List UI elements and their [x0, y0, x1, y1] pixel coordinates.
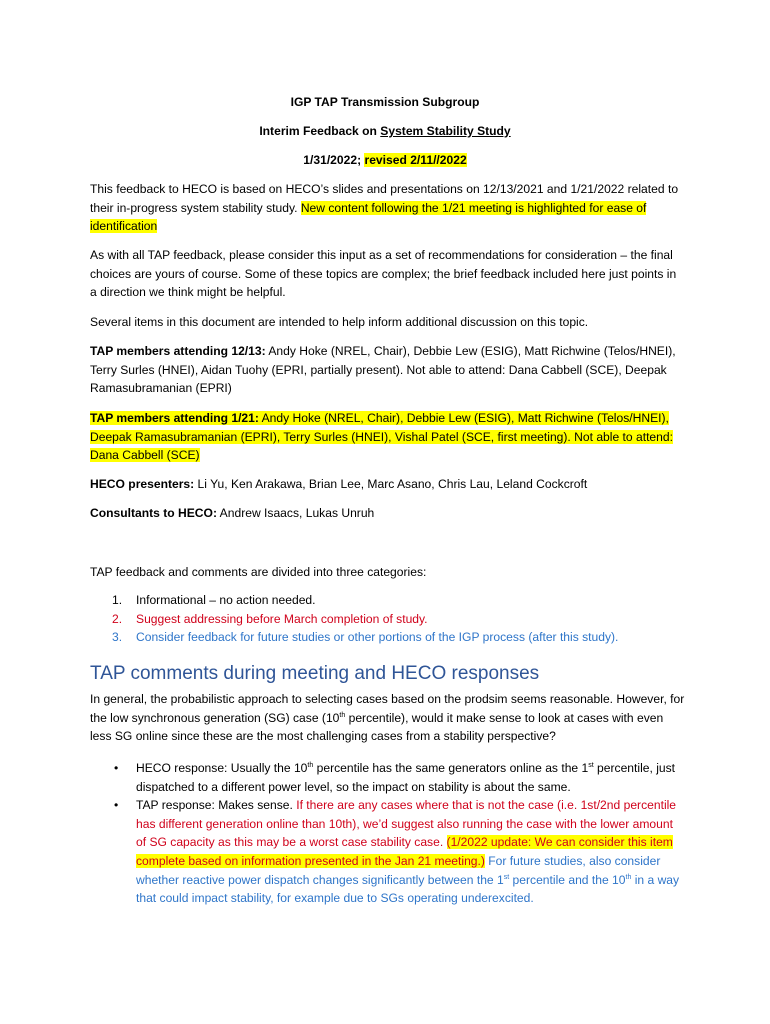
- general-paragraph: In general, the probabilistic approach to selecting cases based on the prodsim seems reasonable. However, for the low synchronous generation (SG) case (10th percentile), would it make sense to look at cases with even less SG online since these are the most challenging cases from a stability perspective?: [90, 692, 685, 744]
- document-subtitle: Interim Feedback on System Stability Study: [259, 124, 511, 138]
- consultants-paragraph: Consultants to HECO: Andrew Isaacs, Lukas Unruh: [90, 506, 375, 520]
- responses-list: [90, 759, 686, 908]
- document-title: IGP TAP Transmission Subgroup: [290, 95, 480, 109]
- intro-paragraph: This feedback to HECO is based on HECO’s slides and presentations on 12/13/2021 and 1/21/2022 related to their in-progress system stability study. New content following the 1/21 meeting is highlighted for ease of identification: [90, 182, 679, 234]
- categories-list: [90, 591, 690, 647]
- categories-intro: TAP feedback and comments are divided into three categories:: [90, 565, 427, 579]
- list-item: • TAP response: Makes sense. If there are any cases where that is not the case (i.e. 1st/2nd percentile has different generation online than 10th), we’d suggest also running the case with the lower amount of SG capacity as this may be a worst case stability case. (1/2022 update: We can consider this item complete based on information presented in the Jan 21 meeting.) For future studies, also consider whether reactive power dispatch changes significantly between the 1st percentile and the 10th in a way that could impact stability, for example due to SGs operating underexcited.: [114, 798, 680, 906]
- document-date: 1/31/2022; revised 2/11//2022: [303, 153, 467, 167]
- presenters-paragraph: HECO presenters: Li Yu, Ken Arakawa, Brian Lee, Marc Asano, Chris Lau, Leland Cockcroft: [90, 477, 588, 491]
- bullet: •: [114, 798, 119, 813]
- update-highlight: (1/2022 update: We can consider this item complete based on information presented in the Jan 21 meeting.): [136, 835, 673, 868]
- list-item: 3. Consider feedback for future studies or other portions of the IGP process (after this study).: [112, 630, 619, 645]
- members-1213-paragraph: TAP members attending 12/13: Andy Hoke (NREL, Chair), Debbie Lew (ESIG), Matt Richwine (Telos/HNEI), Terry Surles (HNEI), Aidan Tuohy (EPRI, partially present). Not able to attend: Dana Cabbell (SCE), Deepak Ramasubramanian (EPRI): [90, 344, 676, 396]
- bullet: •: [114, 761, 119, 775]
- section-heading: TAP comments during meeting and HECO responses: [90, 663, 540, 684]
- subtitle-link: System Stability Study: [380, 124, 511, 138]
- discussion-paragraph: Several items in this document are intended to help inform additional discussion on this topic.: [90, 315, 589, 329]
- list-item: 2. Suggest addressing before March completion of study.: [112, 611, 428, 626]
- list-item: 1. Informational – no action needed.: [112, 593, 316, 607]
- list-item: • HECO response: Usually the 10th percentile has the same generators online as the 1st percentile, just dispatched to a different power level, so the impact on stability is about the same.: [114, 761, 676, 794]
- members-121-paragraph: TAP members attending 1/21: Andy Hoke (NREL, Chair), Debbie Lew (ESIG), Matt Richwine (Telos/HNEI), Deepak Ramasubramanian (EPRI), Terry Surles (HNEI), Vishal Patel (SCE, first meeting). Not able to attend: Dana Cabbell (SCE): [90, 411, 673, 463]
- revised-date: revised 2/11//2022: [364, 153, 467, 167]
- recommendations-paragraph: As with all TAP feedback, please consider this input as a set of recommendations for consideration – the final choices are yours of course. Some of these topics are complex; the brief feedback included here just points in a direction we think might be helpful.: [90, 248, 677, 300]
- intro-highlight: New content following the 1/21 meeting is highlighted for ease of identification: [90, 200, 647, 234]
